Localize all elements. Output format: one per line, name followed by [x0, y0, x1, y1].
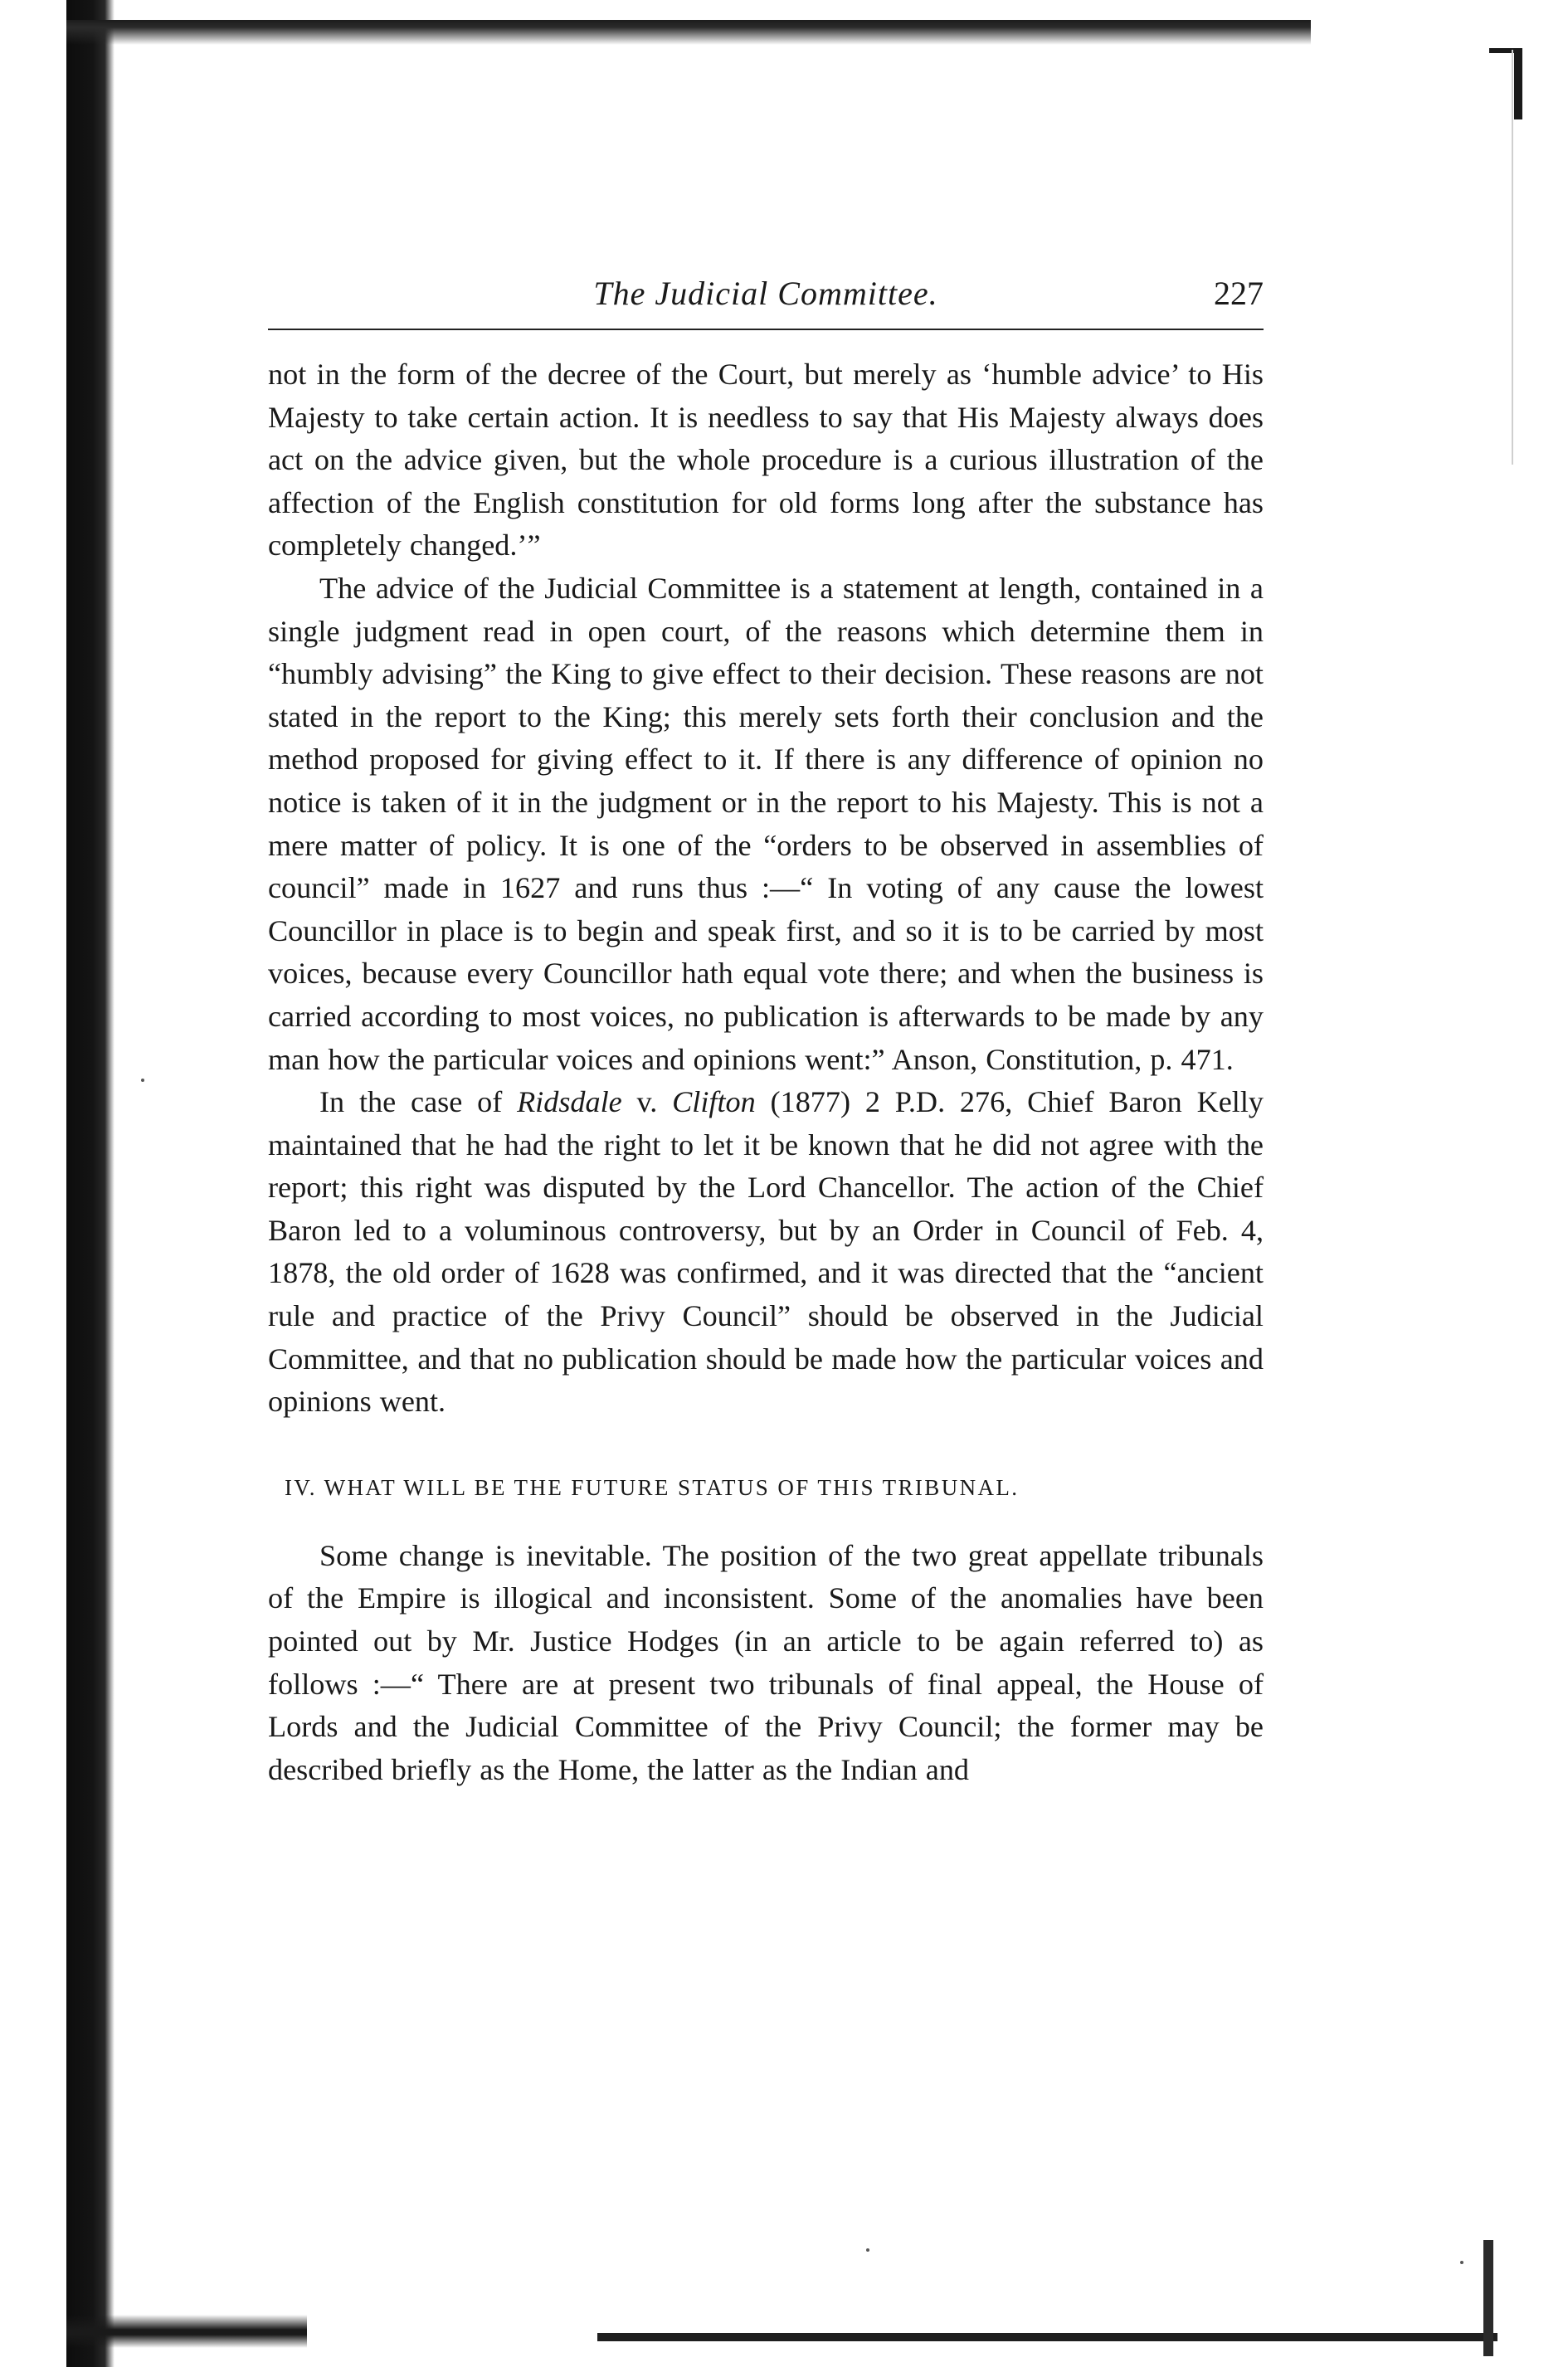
case-plaintiff: Ridsdale	[517, 1085, 622, 1119]
paragraph-continued: not in the form of the decree of the Court, but merely as ‘humble advice’ to His Majesty to take certain action. It is needless to say that His Majesty always does act on the advice given, but the whole procedure is a curious illustration of the affection of the English constitution for old forms long after the substance has completely changed.’”	[268, 358, 1264, 563]
paragraph-ridsdale-case	[268, 1081, 1264, 1424]
page-header	[268, 274, 1264, 322]
case-text: (1877) 2 P.D. 276, Chief Baron Kelly maintained that he had the right to let it be known that he did not agree with the report; this right was disputed by the Lord Chancellor. The action of the Chief Baron led to a voluminous controversy, but by an Order in Council of Feb. 4, 1878, the old order of 1628 was confirmed, and it was directed that the “ancient rule and practice of the Privy Council” should be observed in the Judicial Committee, and that no publication should be made how the particular voices and opinions went.	[268, 1085, 1264, 1419]
scan-edge-right-bottom	[1483, 2240, 1493, 2356]
scan-speck	[866, 2248, 869, 2252]
scan-speck	[141, 1079, 144, 1082]
case-versus: v.	[621, 1085, 673, 1119]
section-heading: IV. WHAT WILL BE THE FUTURE STATUS OF THIS TRIBUNAL.	[285, 1474, 1020, 1500]
page-number: 227	[1214, 275, 1264, 312]
scan-edge-left	[66, 0, 114, 2367]
running-title: The Judicial Committee.	[593, 275, 938, 312]
scan-edge-bottom-left	[66, 2315, 307, 2348]
header-rule	[268, 329, 1264, 330]
paragraph-future-status: Some change is inevitable. The position of the two great appellate tribunals of the Empire is illogical and inconsistent. Some of the anomalies have been pointed out by Mr. Justice Hodges (in an article to be again referred to) as follows :—“ There are at present two tribunals of final appeal, the House of Lords and the Judicial Committee of the Privy Council; the former may be described briefly as the Home, the latter as the Indian and	[268, 1538, 1264, 1786]
case-defendant: Clifton	[672, 1085, 756, 1119]
case-intro: In the case of	[319, 1085, 518, 1119]
scan-edge-top	[66, 20, 1311, 45]
paragraph-advice: The advice of the Judicial Committee is a statement at length, contained in a single judgment read in open court, of the reasons which determine them in “humbly advising” the King to give effect to their decision. These reasons are not stated in the report to the King; this merely sets forth their conclusion and the method proposed for giving effect to it. If there is any difference of opinion no notice is taken of it in the judgment or in the report to his Majesty. This is not a mere matter of policy. It is one of the “orders to be observed in assemblies of council” made in 1627 and runs thus :—“ In voting of any cause the lowest Councillor in place is to begin and speak first, and so it is to be carried by most voices, because every Councillor hath equal vote there; and when the business is carried according to most voices, no publication is afterwards to be made by any man how the particular voices and opinions went:” Anson, Constitution, p. 471.	[268, 571, 1264, 1076]
scan-edge-bottom-right	[597, 2333, 1497, 2341]
scan-speck	[1460, 2261, 1463, 2264]
scan-edge-right	[1512, 50, 1513, 465]
body-text	[268, 353, 1264, 1791]
scan-corner-top-right	[1489, 48, 1522, 119]
book-page	[268, 274, 1264, 1791]
